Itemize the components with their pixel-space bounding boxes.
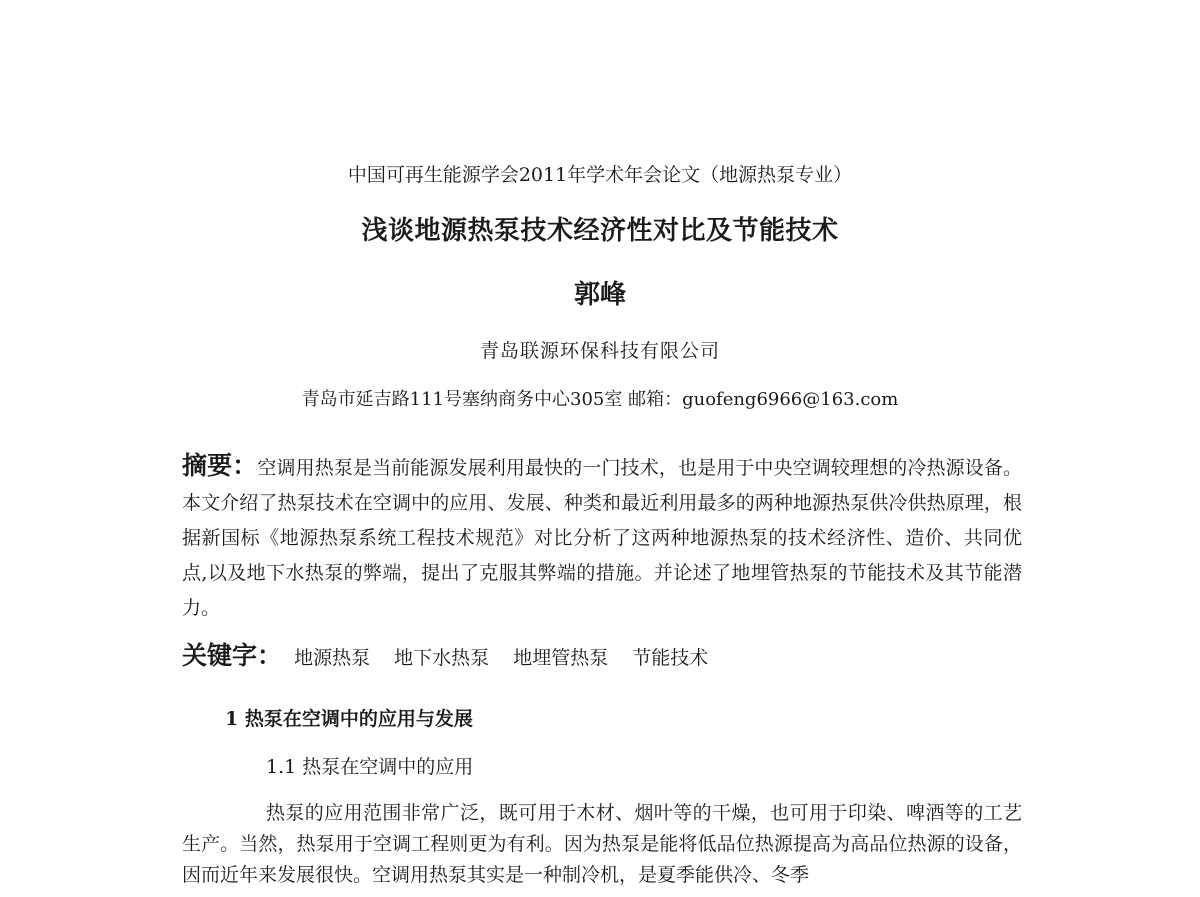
abstract-text: 空调用热泵是当前能源发展利用最快的一门技术，也是用于中央空调较理想的冷热源设备。本文介绍了热泵技术在空调中的应用、发展、种类和最近利用最多的两种地源热泵供冷供热原理，根据新国标《地源热泵系统工程技术规范》对比分析了这两种地源热泵的技术经济性、造价、共同优点,以及地下水热泵的弊端，提出了克服其弊端的措施。并论述了地埋管热泵的节能技术及其节能潜力。 bbox=[182, 457, 1022, 619]
abstract-label: 摘要： bbox=[182, 451, 258, 480]
keyword-item: 节能技术 bbox=[632, 647, 709, 669]
author-address: 青岛市延吉路111号塞纳商务中心305室 邮箱：guofeng6966@163.com bbox=[301, 389, 899, 410]
keywords-label: 关键字： bbox=[182, 641, 283, 670]
keyword-item: 地源热泵 bbox=[294, 647, 371, 669]
conference-line: 中国可再生能源学会2011年学术年会论文（地源热泵专业） bbox=[347, 164, 853, 186]
keyword-item: 地埋管热泵 bbox=[513, 647, 609, 669]
abstract-block bbox=[182, 448, 1022, 626]
author-affiliation: 青岛联源环保科技有限公司 bbox=[479, 340, 720, 362]
keyword-item: 地下水热泵 bbox=[394, 647, 490, 669]
body-paragraph: 热泵的应用范围非常广泛，既可用于木材、烟叶等的干燥，也可用于印染、啤酒等的工艺生产。当然，热泵用于空调工程则更为有利。因为热泵是能将低品位热源提高为高品位热源的设备，因而近年来发展很快。空调用热泵其实是一种制冷机，是夏季能供冷、冬季 bbox=[182, 802, 1022, 886]
author-name: 郭峰 bbox=[573, 280, 626, 310]
keywords-block bbox=[182, 636, 726, 672]
subsection-heading: 1.1 热泵在空调中的应用 bbox=[266, 756, 474, 778]
section-heading: 1 热泵在空调中的应用与发展 bbox=[225, 708, 473, 730]
paper-title: 浅谈地源热泵技术经济性对比及节能技术 bbox=[361, 216, 839, 246]
